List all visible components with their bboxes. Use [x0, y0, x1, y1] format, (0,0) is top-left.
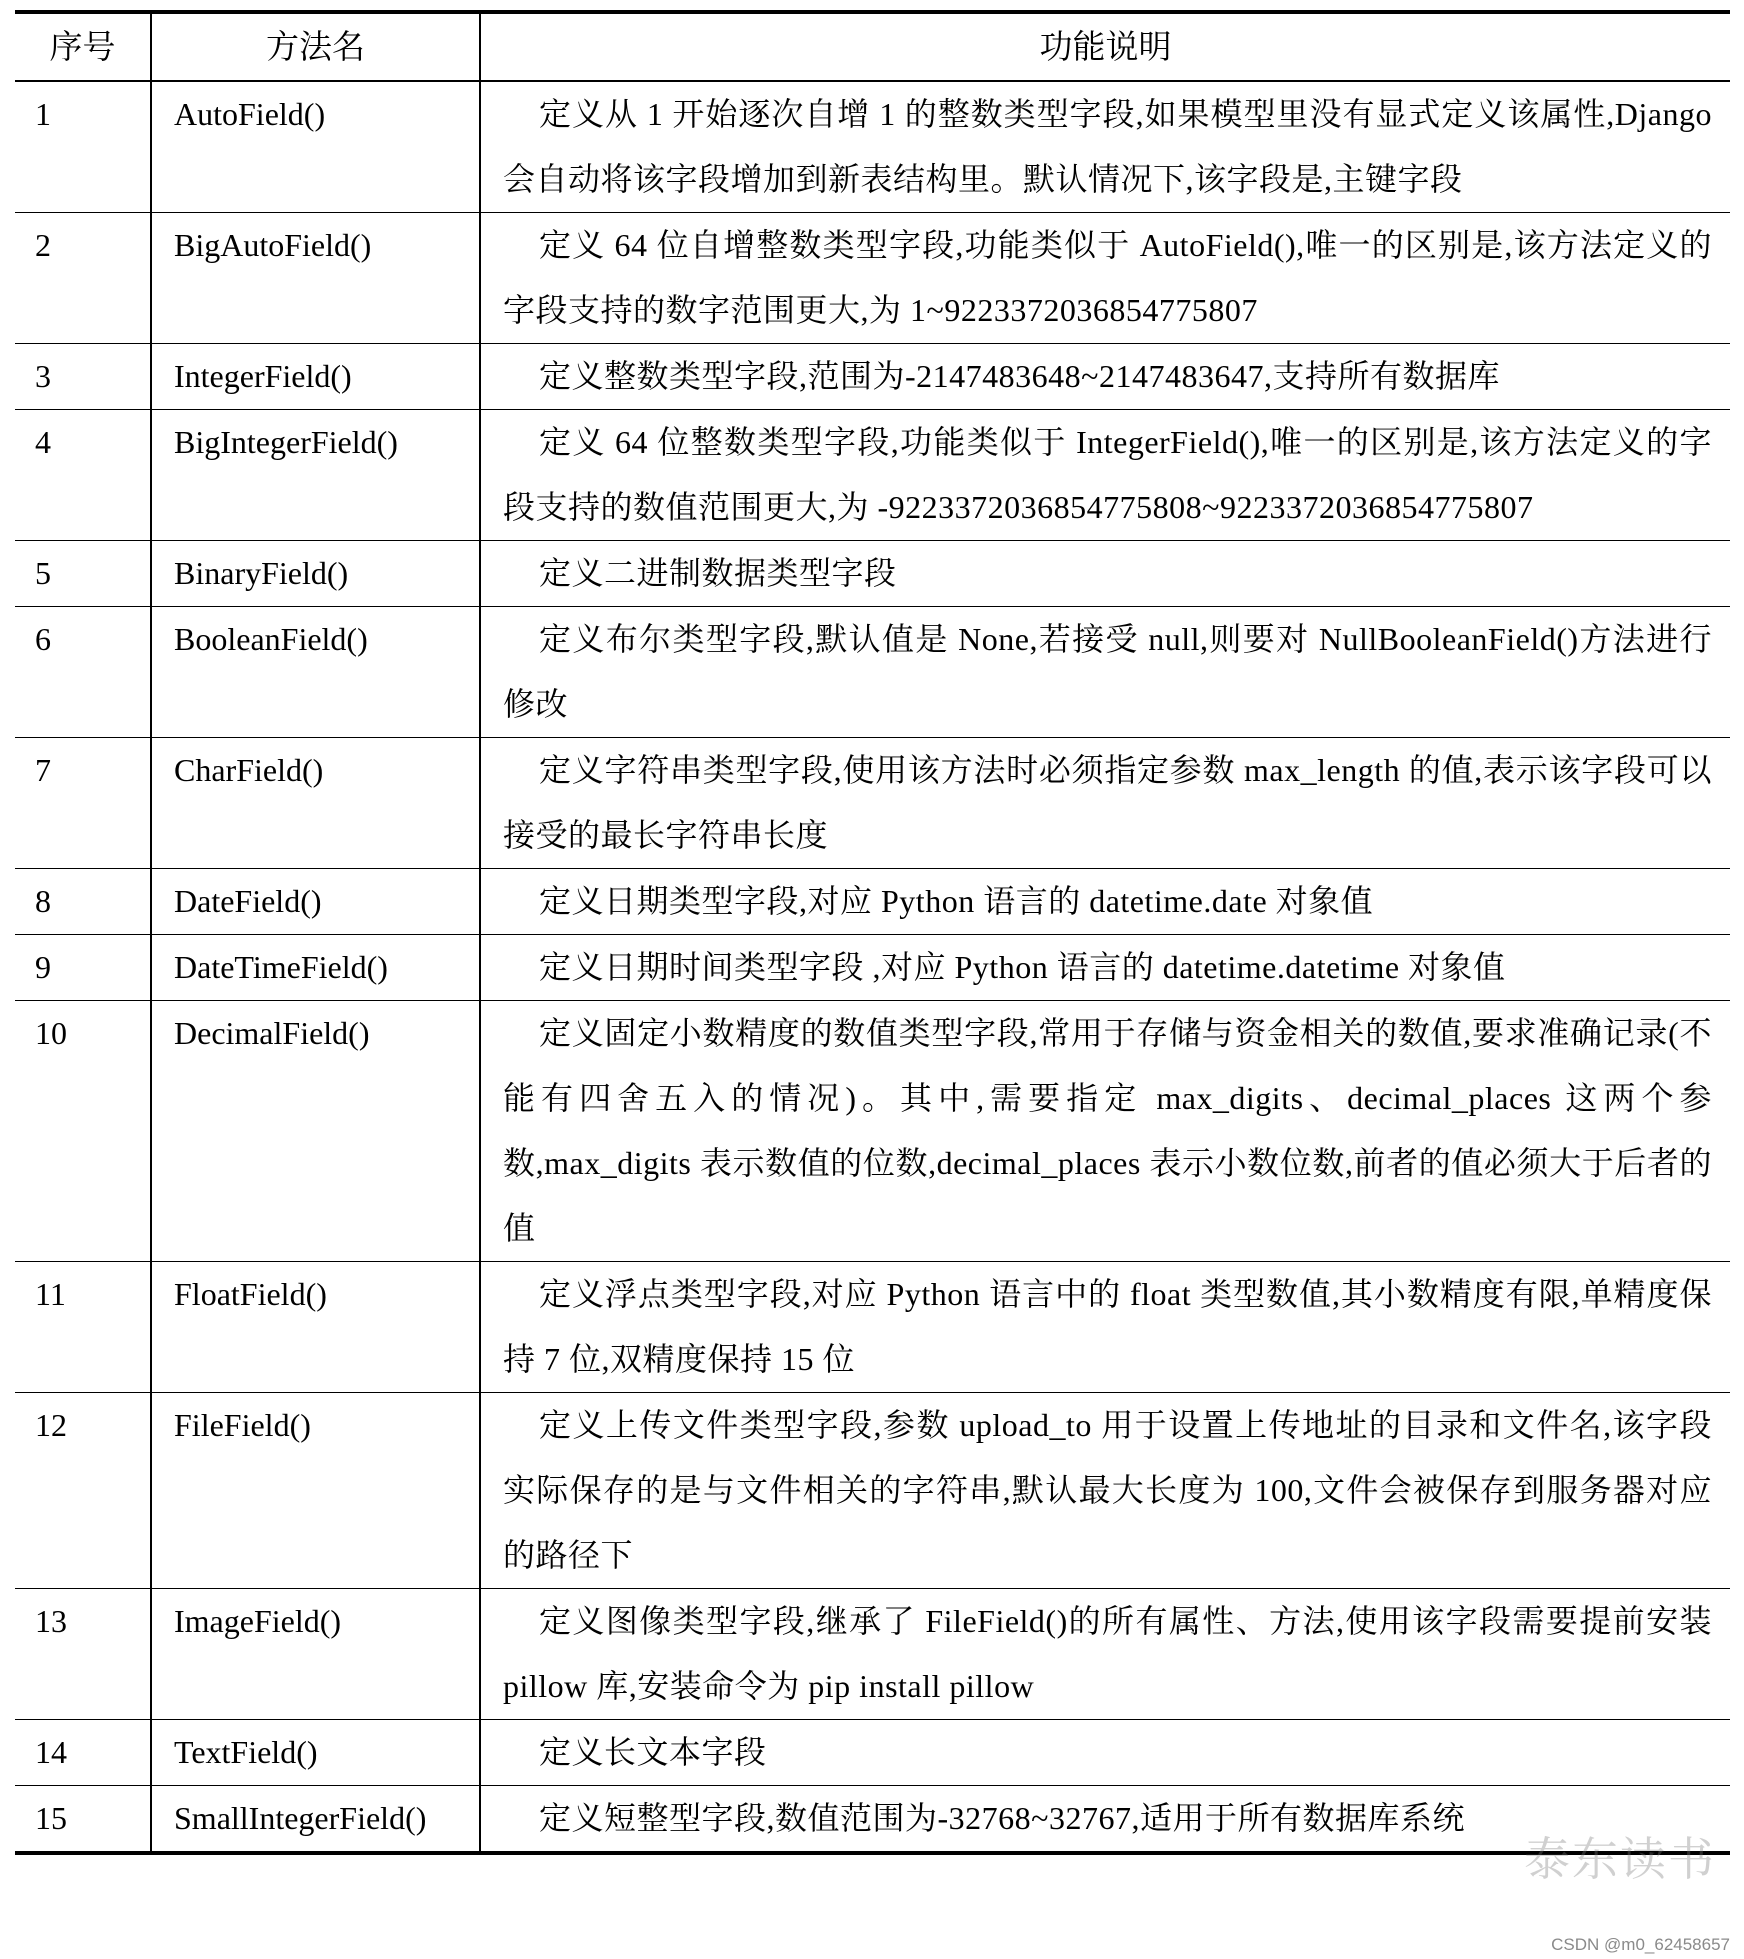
table-row	[15, 607, 1730, 738]
table-row	[15, 410, 1730, 541]
row-number: 4	[15, 410, 151, 541]
source-credit: CSDN @m0_62458657	[1551, 1935, 1730, 1954]
function-description: 定义布尔类型字段,默认值是 None,若接受 null,则要对 NullBooleanField()方法进行修改	[480, 607, 1730, 738]
function-description: 定义整数类型字段,范围为-2147483648~2147483647,支持所有数据库	[480, 344, 1730, 410]
method-name: DateTimeField()	[151, 935, 480, 1001]
function-description: 定义浮点类型字段,对应 Python 语言中的 float 类型数值,其小数精度有限,单精度保持 7 位,双精度保持 15 位	[480, 1262, 1730, 1393]
method-name: AutoField()	[151, 81, 480, 213]
header-num: 序号	[15, 12, 151, 81]
django-field-table	[15, 10, 1730, 1855]
method-name: FloatField()	[151, 1262, 480, 1393]
method-name: BooleanField()	[151, 607, 480, 738]
function-description: 定义上传文件类型字段,参数 upload_to 用于设置上传地址的目录和文件名,该字段实际保存的是与文件相关的字符串,默认最大长度为 100,文件会被保存到服务器对应的路径下	[480, 1393, 1730, 1589]
table-row	[15, 1262, 1730, 1393]
method-name: BigIntegerField()	[151, 410, 480, 541]
row-number: 12	[15, 1393, 151, 1589]
table-row	[15, 1001, 1730, 1262]
table-row	[15, 213, 1730, 344]
table-row	[15, 738, 1730, 869]
method-name: BigAutoField()	[151, 213, 480, 344]
method-name: FileField()	[151, 1393, 480, 1589]
table-header	[15, 12, 1730, 81]
row-number: 15	[15, 1786, 151, 1854]
header-desc: 功能说明	[480, 12, 1730, 81]
function-description: 定义长文本字段	[480, 1720, 1730, 1786]
method-name: DateField()	[151, 869, 480, 935]
table-row	[15, 1589, 1730, 1720]
table-row	[15, 541, 1730, 607]
row-number: 11	[15, 1262, 151, 1393]
method-name: TextField()	[151, 1720, 480, 1786]
table-row	[15, 81, 1730, 213]
row-number: 9	[15, 935, 151, 1001]
function-description: 定义固定小数精度的数值类型字段,常用于存储与资金相关的数值,要求准确记录(不能有四舍五入的情况)。其中,需要指定 max_digits、decimal_places 这两个参数,max_digits 表示数值的位数,decimal_places 表示小数位数,前者的值必须大于后者的值	[480, 1001, 1730, 1262]
table-body	[15, 81, 1730, 1853]
method-name: SmallIntegerField()	[151, 1786, 480, 1854]
function-description: 定义日期时间类型字段 ,对应 Python 语言的 datetime.datetime 对象值	[480, 935, 1730, 1001]
function-description: 定义图像类型字段,继承了 FileField()的所有属性、方法,使用该字段需要提前安装 pillow 库,安装命令为 pip install pillow	[480, 1589, 1730, 1720]
table-row	[15, 869, 1730, 935]
function-description: 定义 64 位整数类型字段,功能类似于 IntegerField(),唯一的区别是,该方法定义的字段支持的数值范围更大,为 -9223372036854775808~9223372036854775807	[480, 410, 1730, 541]
row-number: 1	[15, 81, 151, 213]
header-name: 方法名	[151, 12, 480, 81]
header-row	[15, 12, 1730, 81]
method-name: IntegerField()	[151, 344, 480, 410]
table-row	[15, 344, 1730, 410]
row-number: 13	[15, 1589, 151, 1720]
row-number: 2	[15, 213, 151, 344]
method-name: CharField()	[151, 738, 480, 869]
function-description: 定义 64 位自增整数类型字段,功能类似于 AutoField(),唯一的区别是,该方法定义的字段支持的数字范围更大,为 1~9223372036854775807	[480, 213, 1730, 344]
row-number: 7	[15, 738, 151, 869]
table-row	[15, 935, 1730, 1001]
django-field-table-container	[15, 10, 1730, 1855]
row-number: 3	[15, 344, 151, 410]
table-row	[15, 1786, 1730, 1854]
function-description: 定义从 1 开始逐次自增 1 的整数类型字段,如果模型里没有显式定义该属性,Django 会自动将该字段增加到新表结构里。默认情况下,该字段是,主键字段	[480, 81, 1730, 213]
row-number: 14	[15, 1720, 151, 1786]
method-name: DecimalField()	[151, 1001, 480, 1262]
row-number: 5	[15, 541, 151, 607]
row-number: 6	[15, 607, 151, 738]
table-row	[15, 1393, 1730, 1589]
table-row	[15, 1720, 1730, 1786]
row-number: 10	[15, 1001, 151, 1262]
function-description: 定义短整型字段,数值范围为-32768~32767,适用于所有数据库系统	[480, 1786, 1730, 1854]
function-description: 定义日期类型字段,对应 Python 语言的 datetime.date 对象值	[480, 869, 1730, 935]
method-name: BinaryField()	[151, 541, 480, 607]
function-description: 定义字符串类型字段,使用该方法时必须指定参数 max_length 的值,表示该字段可以接受的最长字符串长度	[480, 738, 1730, 869]
watermark-text: 泰东读书	[1524, 1832, 1716, 1886]
row-number: 8	[15, 869, 151, 935]
function-description: 定义二进制数据类型字段	[480, 541, 1730, 607]
method-name: ImageField()	[151, 1589, 480, 1720]
